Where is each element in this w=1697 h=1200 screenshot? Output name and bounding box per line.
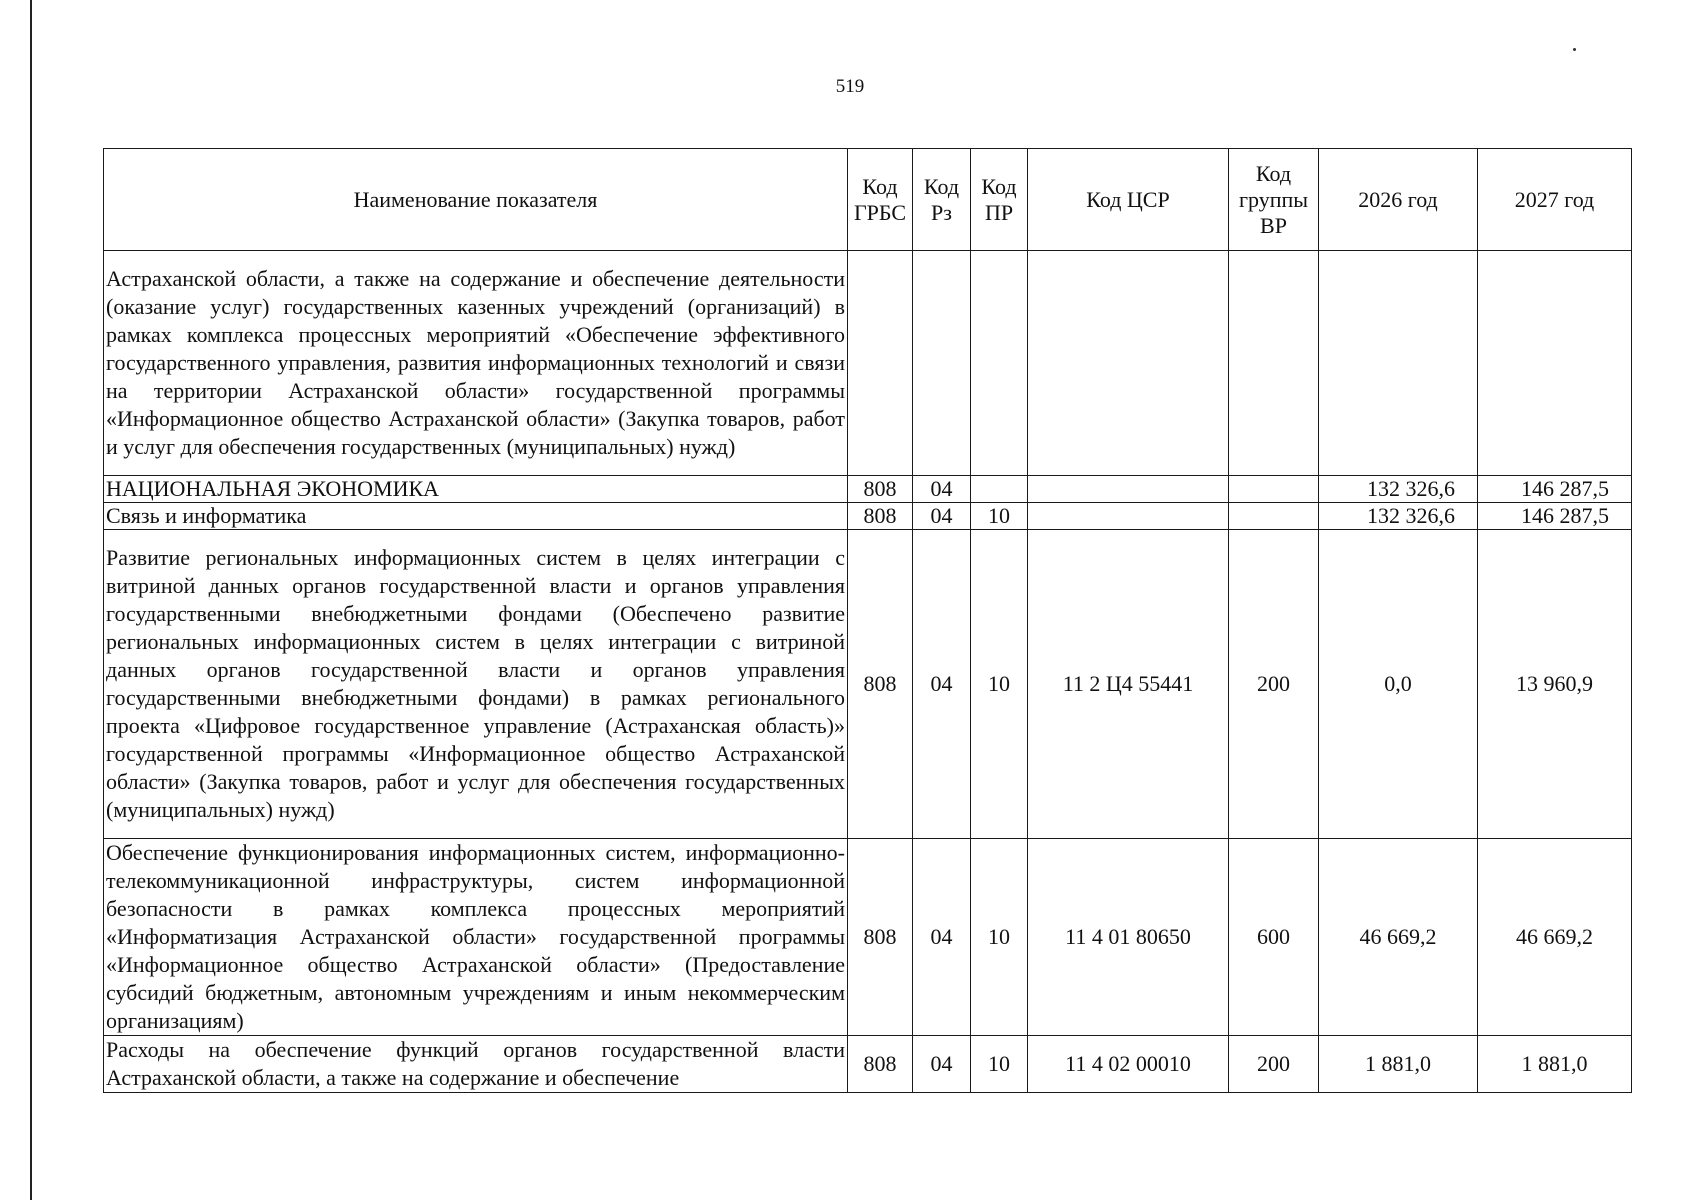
table-row	[104, 530, 1632, 839]
table-row	[104, 503, 1632, 530]
page-number: 519	[835, 76, 865, 97]
cell-pr: 10	[971, 503, 1028, 530]
cell-2027: 46 669,2	[1478, 839, 1632, 1036]
header-2027: 2027 год	[1478, 149, 1632, 251]
cell-rz: 04	[913, 839, 971, 1036]
cell-csr: 11 4 01 80650	[1028, 839, 1229, 1036]
left-margin-rule	[30, 0, 32, 1200]
cell-2027: 13 960,9	[1478, 530, 1632, 839]
cell-2026: 1 881,0	[1319, 1036, 1478, 1093]
cell-pr	[971, 476, 1028, 503]
cell-2027: 146 287,5	[1478, 503, 1632, 530]
table-row	[104, 476, 1632, 503]
cell-rz: 04	[913, 530, 971, 839]
cell-2026: 132 326,6	[1319, 503, 1478, 530]
cell-pr	[971, 251, 1028, 476]
cell-2026	[1319, 251, 1478, 476]
cell-2026: 46 669,2	[1319, 839, 1478, 1036]
cell-2026: 132 326,6	[1319, 476, 1478, 503]
cell-csr: 11 4 02 00010	[1028, 1036, 1229, 1093]
cell-vr: 600	[1229, 839, 1319, 1036]
cell-grbs: 808	[848, 530, 913, 839]
cell-pr: 10	[971, 1036, 1028, 1093]
cell-csr: 11 2 Ц4 55441	[1028, 530, 1229, 839]
table-row	[104, 251, 1632, 476]
cell-pr: 10	[971, 839, 1028, 1036]
table-row	[104, 839, 1632, 1036]
cell-csr	[1028, 503, 1229, 530]
cell-rz	[913, 251, 971, 476]
budget-table	[103, 148, 1632, 1093]
cell-grbs: 808	[848, 503, 913, 530]
cell-vr: 200	[1229, 530, 1319, 839]
cell-grbs: 808	[848, 1036, 913, 1093]
table-header-row	[104, 149, 1632, 251]
cell-grbs: 808	[848, 839, 913, 1036]
cell-2027: 146 287,5	[1478, 476, 1632, 503]
cell-name: НАЦИОНАЛЬНАЯ ЭКОНОМИКА	[104, 476, 848, 503]
cell-2027: 1 881,0	[1478, 1036, 1632, 1093]
scan-speck	[1573, 48, 1576, 51]
cell-name: Расходы на обеспечение функций органов государственной власти Астраханской области, а также на содержание и обеспечение	[104, 1036, 848, 1093]
header-rz: Код Рз	[913, 149, 971, 251]
cell-pr: 10	[971, 530, 1028, 839]
table-row	[104, 1036, 1632, 1093]
cell-vr: 200	[1229, 1036, 1319, 1093]
header-2026: 2026 год	[1319, 149, 1478, 251]
header-vr: Код группы ВР	[1229, 149, 1319, 251]
cell-csr	[1028, 251, 1229, 476]
header-grbs: Код ГРБС	[848, 149, 913, 251]
cell-2026: 0,0	[1319, 530, 1478, 839]
cell-csr	[1028, 476, 1229, 503]
cell-rz: 04	[913, 476, 971, 503]
cell-vr	[1229, 476, 1319, 503]
cell-vr	[1229, 503, 1319, 530]
header-csr: Код ЦСР	[1028, 149, 1229, 251]
cell-rz: 04	[913, 1036, 971, 1093]
cell-rz: 04	[913, 503, 971, 530]
cell-name: Обеспечение функционирования информационных систем, информационно-телекоммуникационной инфраструктуры, систем информационной безопасности в рамках комплекса процессных мероприятий «Информатизация Астраханской области» государственной программы «Информационное общество Астраханской области» (Предоставление субсидий бюджетным, автономным учреждениям и иным некоммерческим организациям)	[104, 839, 848, 1036]
cell-grbs: 808	[848, 476, 913, 503]
cell-2027	[1478, 251, 1632, 476]
cell-name: Астраханской области, а также на содержание и обеспечение деятельности (оказание услуг) государственных казенных учреждений (организаций) в рамках комплекса процессных мероприятий «Обеспечение эффективного государственного управления, развития информационных технологий и связи на территории Астраханской области» государственной программы «Информационное общество Астраханской области» (Закупка товаров, работ и услуг для обеспечения государственных (муниципальных) нужд)	[104, 251, 848, 476]
cell-vr	[1229, 251, 1319, 476]
header-pr: Код ПР	[971, 149, 1028, 251]
cell-grbs	[848, 251, 913, 476]
cell-name: Связь и информатика	[104, 503, 848, 530]
header-name: Наименование показателя	[104, 149, 848, 251]
cell-name: Развитие региональных информационных систем в целях интеграции с витриной данных органов государственной власти и органов управления государственными внебюджетными фондами (Обеспечено развитие региональных информационных систем в целях интеграции с витриной данных органов государственной власти и органов управления государственными внебюджетными фондами) в рамках регионального проекта «Цифровое государственное управление (Астраханская область)» государственной программы «Информационное общество Астраханской области» (Закупка товаров, работ и услуг для обеспечения государственных (муниципальных) нужд)	[104, 530, 848, 839]
